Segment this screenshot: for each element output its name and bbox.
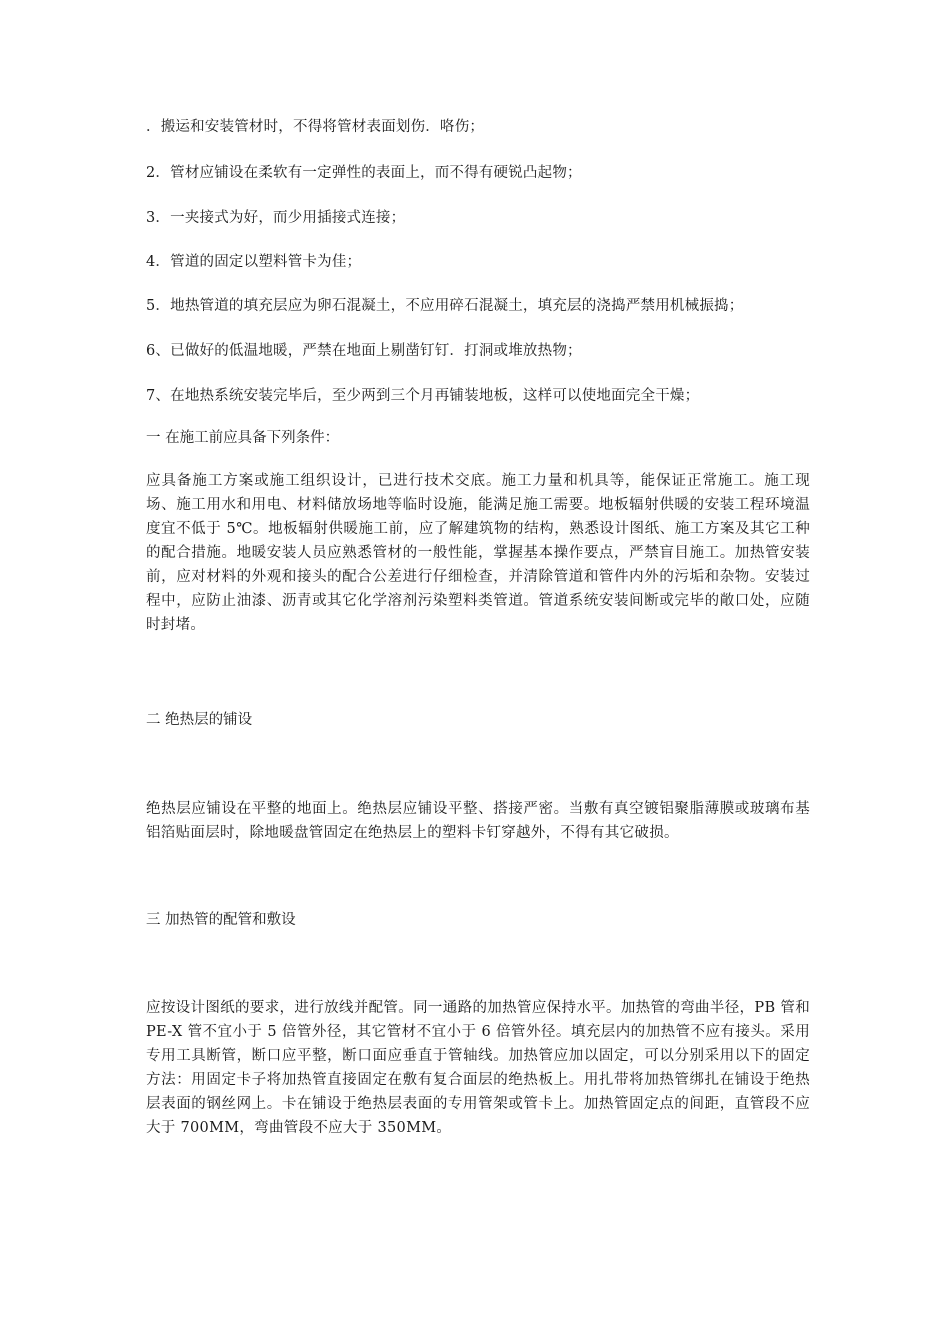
list-item: 6、已做好的低温地暖，严禁在地面上剔凿钉钉．打洞或堆放热物； bbox=[146, 343, 582, 359]
list-item: 7、在地热系统安装完毕后，至少两到三个月再铺装地板，这样可以使地面完全干燥； bbox=[146, 388, 700, 404]
list-item: 5．地热管道的填充层应为卵石混凝土，不应用碎石混凝土，填充层的浇捣严禁用机械振捣； bbox=[146, 298, 744, 314]
section-heading: 一 在施工前应具备下列条件： bbox=[146, 430, 340, 446]
list-item: 3．一夹接式为好，而少用插接式连接； bbox=[146, 210, 406, 226]
list-item: 2．管材应铺设在柔软有一定弹性的表面上，而不得有硬锐凸起物； bbox=[146, 165, 582, 181]
section-paragraph: 绝热层应铺设在平整的地面上。绝热层应铺设平整、搭接严密。当敷有真空镀铝聚脂薄膜或玻璃布基铝箔贴面层时，除地暖盘管固定在绝热层上的塑料卡钉穿越外，不得有其它破损。 bbox=[146, 801, 810, 841]
section-heading: 二 绝热层的铺设 bbox=[146, 712, 253, 728]
section-paragraph: 应具备施工方案或施工组织设计，已进行技术交底。施工力量和机具等，能保证正常施工。施工现场、施工用水和用电、材料储放场地等临时设施，能满足施工需要。地板辐射供暖的安装工程环境温度宜不低于 5℃。地板辐射供暖施工前，应了解建筑物的结构，熟悉设计图纸、施工方案及其它工种的配合措施。地暖安装人员应熟悉管材的一般性能，掌握基本操作要点，严禁盲目施工。加热管安装前，应对材料的外观和接头的配合公差进行仔细检查，并清除管道和管件内外的污垢和杂物。安装过程中，应防止油漆、沥青或其它化学溶剂污染塑料类管道。管道系统安装间断或完毕的敞口处，应随时封堵。 bbox=[146, 473, 810, 633]
list-item: 4．管道的固定以塑料管卡为佳； bbox=[146, 254, 362, 270]
section-heading: 三 加热管的配管和敷设 bbox=[146, 912, 296, 928]
list-item: ．搬运和安装管材时，不得将管材表面划伤．咯伤； bbox=[146, 119, 485, 135]
section-paragraph: 应按设计图纸的要求，进行放线并配管。同一通路的加热管应保持水平。加热管的弯曲半径，PB 管和 PE-X 管不宜小于 5 倍管外径，其它管材不宜小于 6 倍管外径。填充层内的加热管不应有接头。采用专用工具断管，断口应平整，断口面应垂直于管轴线。加热管应加以固定，可以分别采用以下的固定方法：用固定卡子将加热管直接固定在敷有复合面层的绝热板上。用扎带将加热管绑扎在铺设于绝热层表面的钢丝网上。卡在铺设于绝热层表面的专用管架或管卡上。加热管固定点的间距，直管段不应大于 700MM，弯曲管段不应大于 350MM。 bbox=[146, 1000, 810, 1136]
